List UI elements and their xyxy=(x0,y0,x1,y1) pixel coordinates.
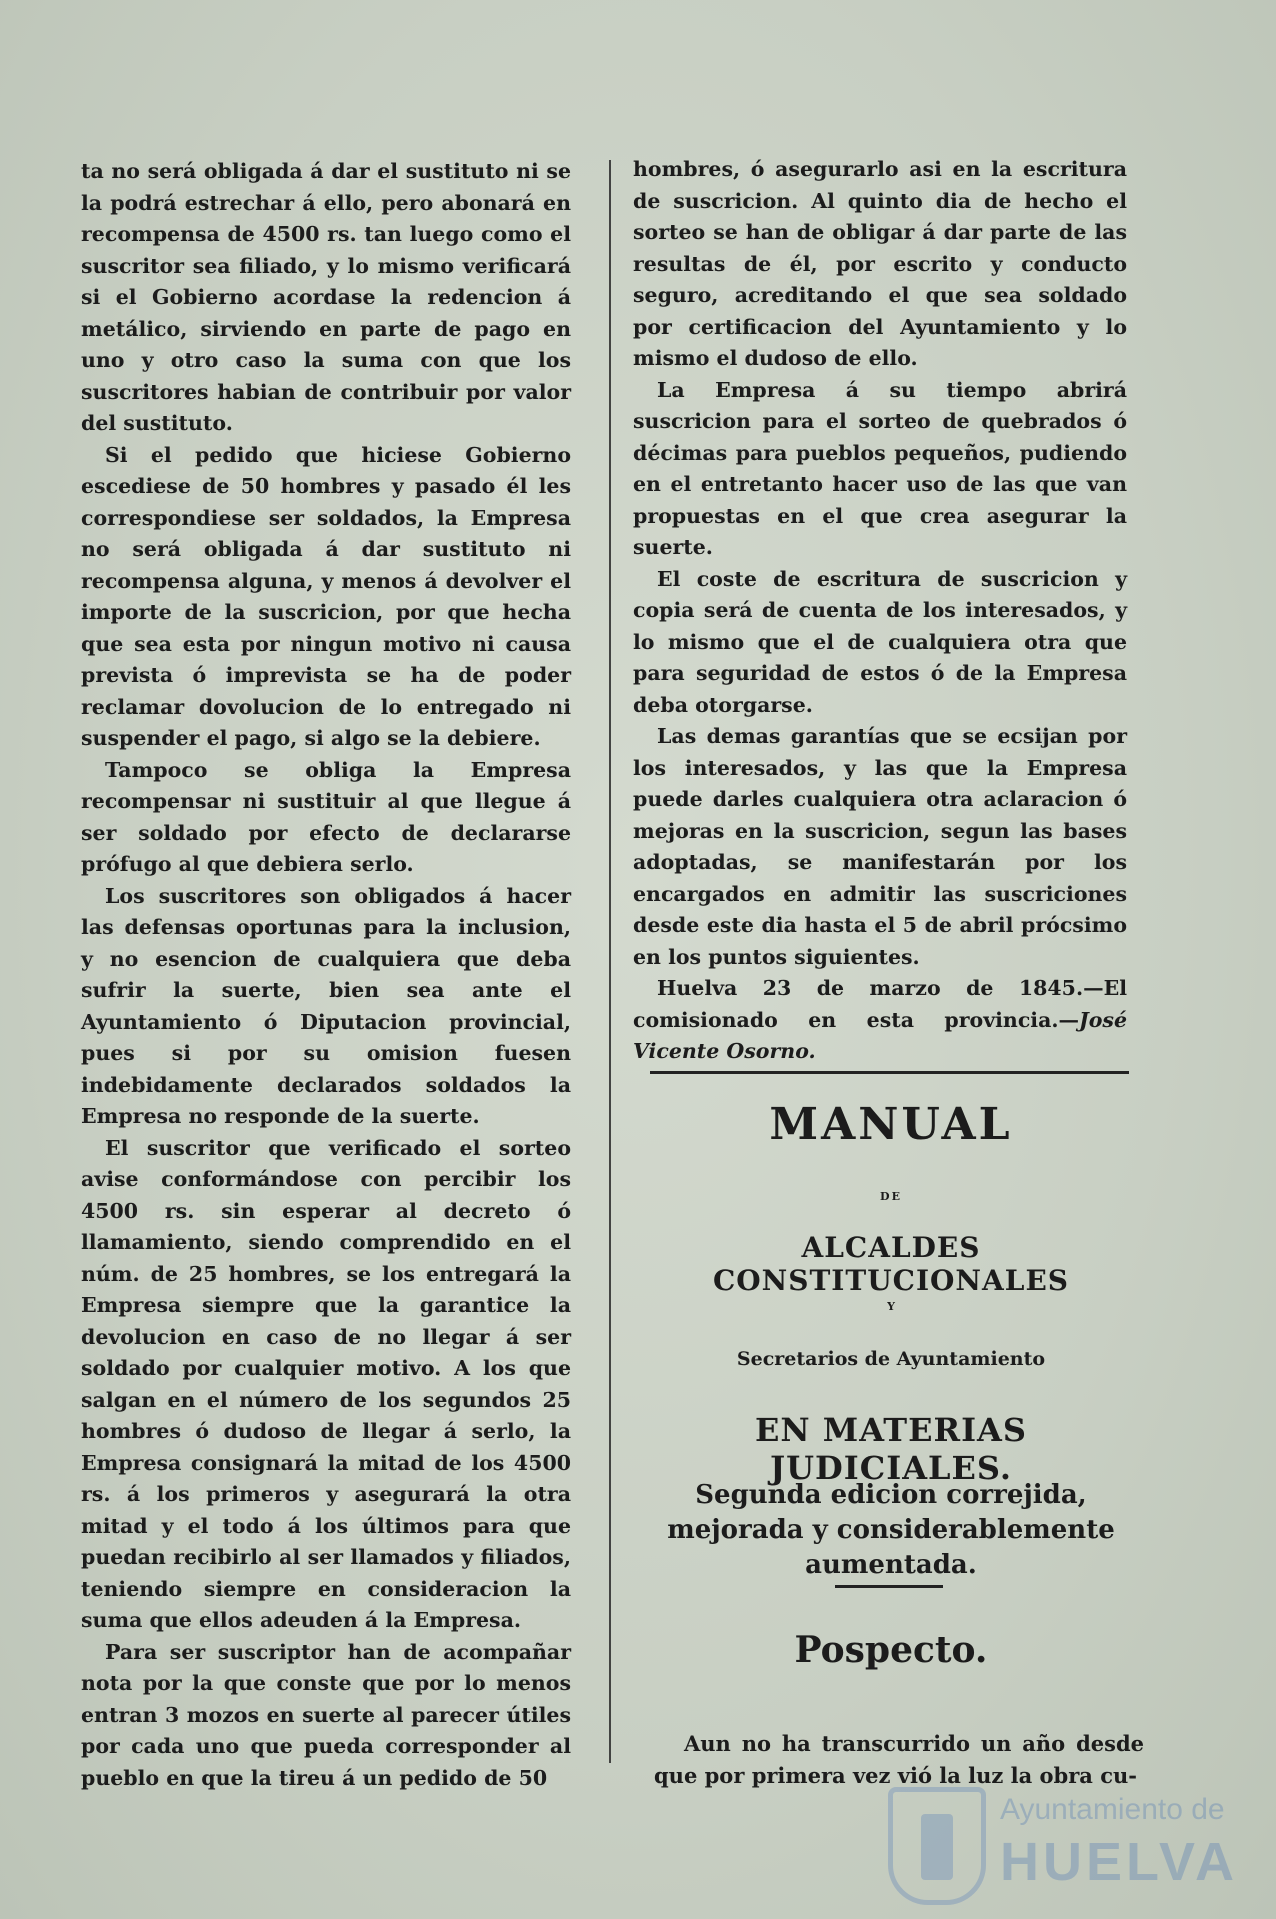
short-rule xyxy=(835,1585,943,1588)
left-paragraph-5: El suscritor que verificado el sorteo avise conformándose con percibir los 4500 rs. sin esperar al decreto ó llamamiento, siendo comprendido en el núm. de 25 hombres, se los entregará la Empresa siempre que la garantice la devolucion en caso de no llegar á ser soldado por cualquier motivo. A los que salgan en el número de los segundos 25 hombres ó dudoso de llegar á serlo, la Empresa consignará la mitad de los 4500 rs. á los primeros y asegurará la otra mitad y el todo á los últimos para que puedan recibirlo al ser llamados y filiados, teniendo siempre en consideracion la suma que ellos adeuden á la Empresa. xyxy=(81,1135,571,1632)
signature-name: José Vicente Osorno. xyxy=(633,1007,1127,1063)
shield-icon xyxy=(888,1787,986,1905)
right-column xyxy=(633,154,1127,1068)
left-paragraph-3: Tampoco se obliga la Empresa recompensar ni sustituir al que llegue á ser soldado por efecto de declararse prófugo al que debiera serlo. xyxy=(81,757,571,876)
edition-note: Segunda edicion correjida, mejorada y considerablemente aumentada. xyxy=(667,1480,1115,1580)
y-label: Y xyxy=(887,1300,895,1313)
right-paragraph-2: La Empresa á su tiempo abrirá suscricion para el sorteo de quebrados ó décimas para pueblos pequeños, pudiendo en el entretanto hacer uso de las que van propuestas en el que crea asegurar la suerte. xyxy=(633,377,1127,559)
watermark-line1: Ayuntamiento de xyxy=(1000,1793,1225,1826)
left-column xyxy=(81,156,571,1794)
prospecto-paragraph: Aun no ha transcurrido un año desde que por primera vez vió la luz la obra cu- xyxy=(654,1731,1144,1788)
left-paragraph-1: ta no será obligada á dar el sustituto ni se la podrá estrechar á ello, pero abonará en recompensa de 4500 rs. tan luego como el suscritor sea filiado, y lo mismo verificará si el Gobierno acordase la redencion á metálico, sirviendo en parte de pago en uno y otro caso la suma con que los suscritores habian de contribuir por valor del sustituto. xyxy=(81,159,571,435)
archive-watermark xyxy=(888,1781,1238,1911)
manual-title: MANUAL xyxy=(769,1099,1013,1150)
signature-text: Huelva 23 de marzo de 1845.—El comisionado en esta provincia.— xyxy=(633,976,1127,1032)
materias-subtitle: EN MATERIAS JUDICIALES. xyxy=(755,1411,1027,1487)
alcaldes-subtitle: ALCALDES CONSTITUCIONALES xyxy=(712,1231,1070,1297)
left-paragraph-4: Los suscritores son obligados á hacer las defensas oportunas para la inclusion, y no esencion de cualquiera que deba sufrir la suerte, bien sea ante el Ayuntamiento ó Diputacion provincial, pues si por su omision fuesen indebidamente declarados soldados la Empresa no responde de la suerte. xyxy=(81,883,571,1128)
prospecto-heading: Pospecto. xyxy=(794,1629,988,1671)
signature-paragraph xyxy=(633,973,1127,1068)
left-paragraph-2: Si el pedido que hiciese Gobierno escediese de 50 hombres y pasado él les correspondiese ser soldados, la Empresa no será obligada á dar sustituto ni recompensa alguna, y menos á devolver el importe de la suscricion, por que hecha que sea esta por ningun motivo ni causa prevista ó imprevista se ha de poder reclamar dovolucion de lo entregado ni suspender el pago, si algo se la debiere. xyxy=(81,442,571,750)
right-paragraph-1: hombres, ó asegurarlo asi en la escritura de suscricion. Al quinto dia de hecho el sorteo se han de obligar á dar parte de las resultas de él, por escrito y conducto seguro, acreditando el que sea soldado por certificacion del Ayuntamiento y lo mismo el dudoso de ello. xyxy=(633,157,1127,370)
section-rule xyxy=(650,1071,1129,1074)
watermark-line2: HUELVA xyxy=(1000,1832,1238,1892)
secretarios-subtitle: Secretarios de Ayuntamiento xyxy=(736,1348,1046,1370)
column-divider xyxy=(609,160,611,1763)
right-paragraph-3: El coste de escritura de suscricion y copia será de cuenta de los interesados, y lo mismo que el de cualquiera otra que para seguridad de estos ó de la Empresa deba otorgarse. xyxy=(633,566,1127,717)
de-label: DE xyxy=(880,1190,902,1203)
right-paragraph-4: Las demas garantías que se ecsijan por los interesados, y las que la Empresa puede darles cualquiera otra aclaracion ó mejoras en la suscricion, segun las bases adoptadas, se manifestarán por los encargados en admitir las suscriciones desde este dia hasta el 5 de abril prócsimo en los puntos siguientes. xyxy=(633,724,1127,969)
left-paragraph-6: Para ser suscriptor han de acompañar nota por la que conste que por lo menos entran 3 mozos en suerte al parecer útiles por cada uno que pueda corresponder al pueblo en que la tireu á un pedido de 50 xyxy=(81,1639,571,1790)
